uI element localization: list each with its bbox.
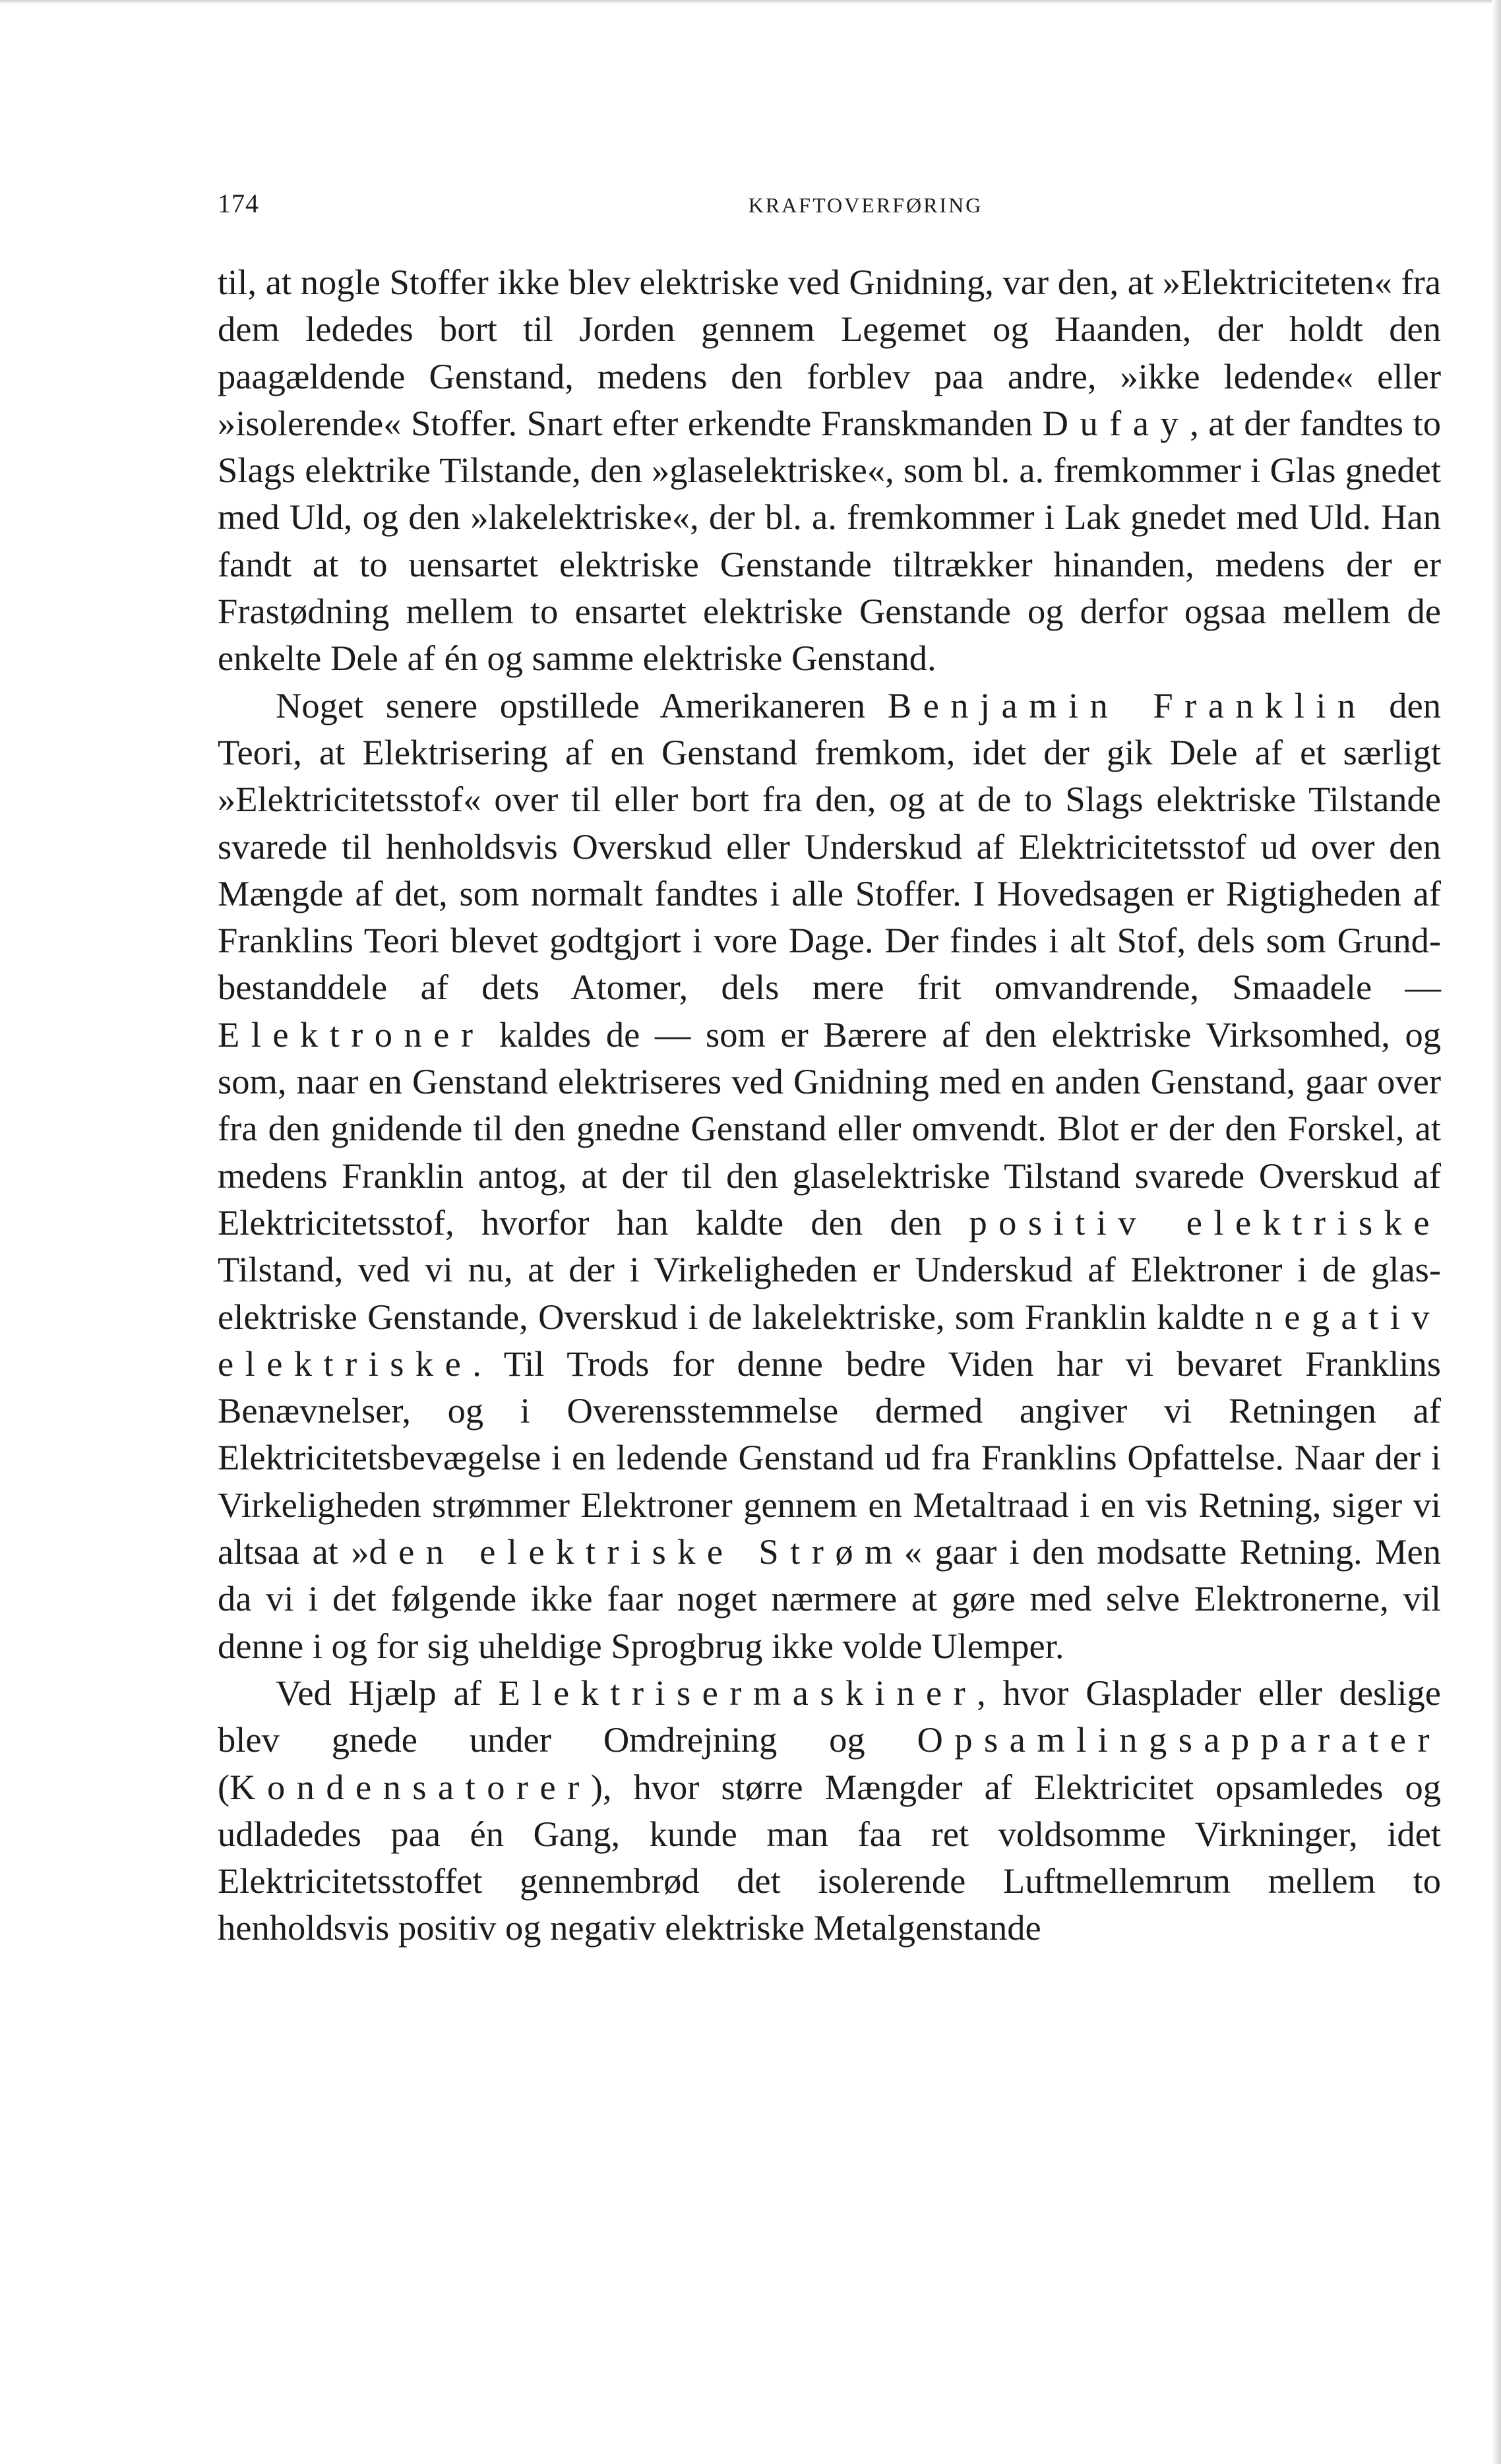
paragraph-dufay [218,259,1441,682]
spaced-emphasis: Elektrisermaskiner [498,1672,977,1713]
text-run: Ved Hjælp af [276,1672,499,1713]
spaced-emphasis: Elektroner [218,1014,485,1055]
page-top-edge [0,0,1501,4]
spaced-emphasis: positiv elektriske [969,1202,1441,1243]
spaced-emphasis: Kondensatorer [230,1766,591,1807]
spaced-emphasis: Dufay [1042,402,1190,443]
text-run: , at der fandtes to Slags elektrike Tilstande, den »glaselektriske«, som bl. a. fremkommer i Glas gnedet med Uld, og den »lakelektriske«, der bl. a. fremkommer i Lak gnedet med Uld. Han fandt at to uensartet elektriske Genstande tiltrækker hinanden, medens der er Frastødning mellem to ensartet elektriske Genstande og derfor ogsaa mellem de enkelte Dele af én og samme elektriske Genstand. [218,402,1441,679]
text-run: ), hvor større Mængder af Elektricitet opsamledes og udladedes paa én Gang, kunde man faa ret voldsomme Virkninger, idet Elektricitetsstoffet gennembrød det isolerende Luftmellemrum mellem to henholdsvis positiv og negativ elektriske Metalgenstande [218,1766,1441,1948]
spaced-emphasis: Benjamin Franklin [887,685,1367,725]
text-run: kaldes de — som er Bærere af den elektriske Virksomhed, og som, naar en Genstand elektriseres ved Gnidning med en anden Genstand, gaar over fra den gnidende til den gnedne Genstand eller omvendt. Blot er der den Forskel, at medens Franklin antog, at der til den glaselektriske Tilstand svarede Overskud af Elektricitetsstof, hvorfor han kaldte den den [218,1014,1441,1243]
running-title: KRAFTOVERFØRING [748,193,983,217]
text-run: « gaar i den modsatte Retning. Men da vi i det følgende ikke faar noget nærmere at gøre med selve Elektronerne, vil denne i og for sig uheldige Sprogbrug ikke volde Ulemper. [218,1531,1441,1666]
running-head [218,188,1441,228]
body-text [218,259,1441,1952]
text-run: Tilstand, ved vi nu, at der i Virkeligheden er Underskud af Elektroner i de glaselektriske Genstande, Overskud i de lakelektriske, som Franklin kaldte [218,1249,1441,1337]
spaced-emphasis: Opsamlingsapparater [917,1719,1441,1760]
paragraph-elektrisermaskiner [218,1669,1441,1952]
text-run: den Teori, at Elektrisering af en Genstand fremkom, idet der gik Dele af et særligt »Elektricitetsstof« over til eller bort fra den, og at de to Slags elektriske Tilstande svarede til henholdsvis Overskud eller Underskud af Elektricitetsstof ud over den Mængde af det, som normalt fandtes i alle Stoffer. I Hovedsagen er Rigtigheden af Franklins Teori blevet godtgjort i vore Dage. Der findes i alt Stof, dels som Grundbestanddele af dets Atomer, dels mere frit omvandrende, Smaadele — [218,685,1441,1008]
text-run: , hvor Glasplader eller deslige blev gnede under Omdrejning og [218,1672,1441,1760]
spaced-emphasis: negativ elektriske [218,1296,1441,1384]
paragraph-franklin [218,682,1441,1669]
spaced-emphasis: den elektriske Strøm [369,1531,904,1572]
page-number: 174 [218,189,259,218]
text-run: til, at nogle Stoffer ikke blev elektriske ved Gnidning, var den, at »Elektriciteten« fra dem lededes bort til Jorden gennem Legemet og Haanden, der holdt den paagældende Genstand, medens den forblev paa andre, »ikke ledende« eller »isolerende« Stoffer. Snart efter erkendte Franskmanden [218,262,1441,443]
text-run: . Til Trods for denne bedre Viden har vi bevaret Franklins Benævnelser, og i Overensstemmelse dermed angiver vi Retningen af Elektricitetsbevægelse i en ledende Genstand ud fra Franklins Opfattelse. Naar der i Virkeligheden strømmer Elektroner gennem en Metaltraad i en vis Retning, siger vi altsaa at » [218,1343,1441,1572]
page-right-edge [1492,0,1501,2464]
text-run: ( [218,1766,230,1807]
text-run: Noget senere opstillede Amerikaneren [276,685,888,725]
